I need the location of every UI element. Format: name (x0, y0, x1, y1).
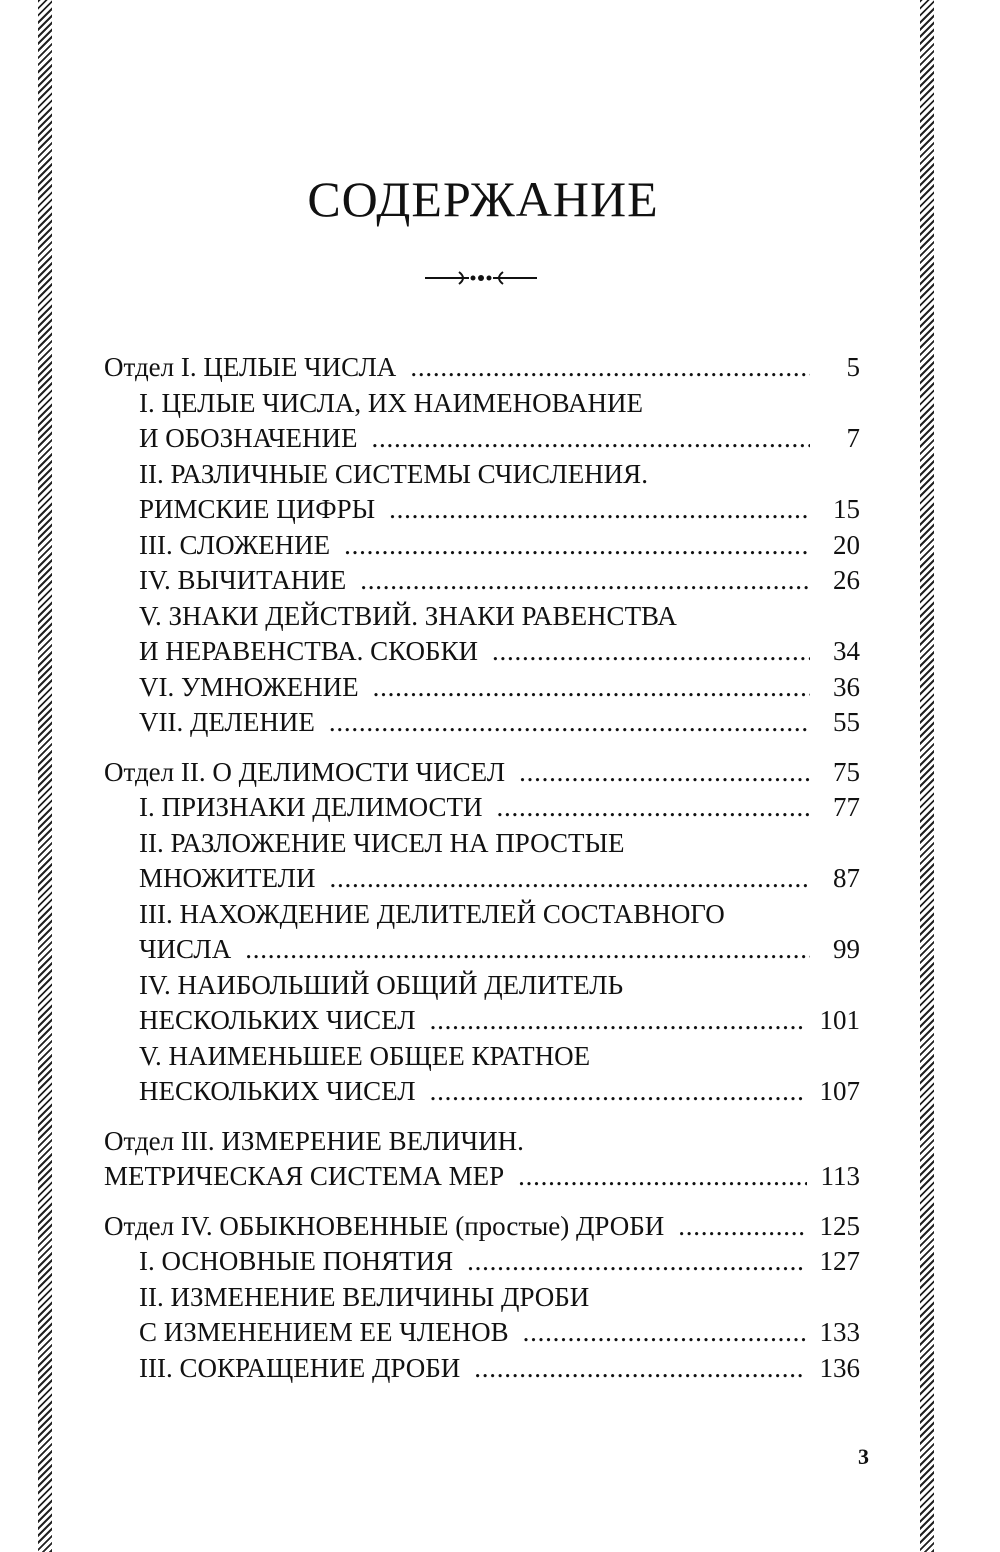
toc-entry[interactable] (104, 563, 860, 599)
toc-entry-label: III. СЛОЖЕНИЕ (139, 529, 331, 560)
dot-leader (373, 670, 810, 706)
page-number: 3 (858, 1444, 869, 1469)
right-border-ornament (920, 0, 934, 1552)
dot-leader (523, 1315, 806, 1351)
toc-entry-label: VII. ДЕЛЕНИЕ (139, 707, 315, 737)
toc-entry-label: И НЕРАВЕНСТВА. СКОБКИ (139, 636, 478, 666)
toc-entry-page: 125 (819, 1210, 860, 1241)
toc-entry-label: II. РАЗЛОЖЕНИЕ ЧИСЕЛ НА ПРОСТЫЕ (139, 827, 625, 858)
table-of-contents (104, 350, 860, 1400)
toc-entry-label: МЕТРИЧЕСКАЯ СИСТЕМА МЕР (104, 1161, 505, 1191)
dot-leader (344, 528, 810, 564)
toc-entry-label: VI. УМНОЖЕНИЕ (139, 671, 359, 702)
toc-entry-label: С ИЗМЕНЕНИЕМ ЕЕ ЧЛЕНОВ (139, 1317, 509, 1347)
toc-entry-page: 15 (833, 494, 860, 524)
toc-entry-label: Отдел II. О ДЕЛИМОСТИ ЧИСЕЛ (104, 756, 506, 787)
toc-entry[interactable] (104, 1351, 860, 1387)
toc-entry-label: V. ЗНАКИ ДЕЙСТВИЙ. ЗНАКИ РАВЕНСТВА (139, 600, 677, 631)
toc-entry-label: IV. ВЫЧИТАНИЕ (139, 565, 347, 595)
toc-entry-label: НЕСКОЛЬКИХ ЧИСЕЛ (139, 1076, 416, 1106)
toc-entry-label: V. НАИМЕНЬШЕЕ ОБЩЕЕ КРАТНОЕ (139, 1040, 591, 1071)
toc-entry-page: 34 (833, 636, 860, 666)
flourish-icon (423, 268, 539, 288)
toc-entry[interactable] (104, 1209, 860, 1245)
toc-entry[interactable] (104, 670, 860, 706)
dot-leader (518, 1159, 806, 1195)
dot-leader (467, 1244, 805, 1280)
toc-entry-label: III. СОКРАЩЕНИЕ ДРОБИ (139, 1352, 461, 1383)
toc-entry[interactable] (104, 968, 860, 1039)
toc-section-1 (104, 350, 860, 741)
toc-entry-label: РИМСКИЕ ЦИФРЫ (139, 494, 376, 524)
toc-entry-label: НЕСКОЛЬКИХ ЧИСЕЛ (139, 1005, 416, 1035)
toc-entry[interactable] (104, 790, 860, 826)
toc-entry[interactable] (104, 705, 860, 741)
dot-leader (430, 1003, 806, 1039)
toc-entry-page: 7 (846, 423, 860, 453)
toc-entry[interactable] (104, 826, 860, 897)
toc-entry-page: 5 (846, 352, 860, 382)
toc-entry[interactable] (104, 457, 860, 528)
toc-entry-page: 99 (833, 934, 860, 964)
dot-leader (245, 932, 810, 968)
dot-leader (678, 1209, 805, 1245)
dot-leader (474, 1351, 805, 1387)
toc-entry-page: 20 (833, 529, 860, 560)
toc-entry-page: 113 (820, 1161, 860, 1191)
dot-leader (430, 1074, 806, 1110)
toc-entry-label: III. НАХОЖДЕНИЕ ДЕЛИТЕЛЕЙ СОСТАВНОГО (139, 898, 725, 929)
toc-entry[interactable] (104, 599, 860, 670)
toc-entry-label: Отдел I. ЦЕЛЫЕ ЧИСЛА (104, 352, 397, 382)
toc-entry[interactable] (104, 897, 860, 968)
toc-entry-page: 101 (819, 1005, 860, 1035)
toc-entry-page: 133 (819, 1317, 860, 1347)
toc-entry-page: 55 (833, 707, 860, 737)
toc-entry[interactable] (104, 1280, 860, 1351)
toc-entry-label: I. ОСНОВНЫЕ ПОНЯТИЯ (139, 1246, 454, 1276)
dot-leader (410, 350, 810, 386)
toc-entry-label: Отдел III. ИЗМЕРЕНИЕ ВЕЛИЧИН. (104, 1125, 524, 1156)
dot-leader (389, 492, 810, 528)
dot-leader (372, 421, 810, 457)
toc-entry-label: II. ИЗМЕНЕНИЕ ВЕЛИЧИНЫ ДРОБИ (139, 1281, 590, 1312)
left-border-ornament (38, 0, 52, 1552)
dot-leader (497, 790, 811, 826)
toc-entry[interactable] (104, 528, 860, 564)
page-title: СОДЕРЖАНИЕ (307, 171, 659, 227)
toc-entry[interactable] (104, 350, 860, 386)
toc-entry-label: И ОБОЗНАЧЕНИЕ (139, 423, 358, 453)
toc-entry-label: ЧИСЛА (139, 934, 232, 964)
dot-leader (329, 861, 810, 897)
dot-leader (519, 755, 810, 791)
dot-leader (360, 563, 810, 599)
toc-entry-page: 127 (819, 1246, 860, 1276)
toc-entry-page: 87 (833, 863, 860, 893)
toc-section-4 (104, 1209, 860, 1387)
toc-section-2 (104, 755, 860, 1110)
toc-entry-page: 75 (833, 756, 860, 787)
toc-section-3 (104, 1124, 860, 1195)
toc-entry-label: I. ЦЕЛЫЕ ЧИСЛА, ИХ НАИМЕНОВАНИЕ (139, 387, 643, 418)
toc-entry-label: Отдел IV. ОБЫКНОВЕННЫЕ (простые) ДРОБИ (104, 1210, 665, 1241)
toc-entry-page: 36 (833, 671, 860, 702)
toc-entry-page: 77 (833, 792, 860, 822)
toc-entry[interactable] (104, 755, 860, 791)
dot-leader (492, 634, 810, 670)
toc-entry-label: IV. НАИБОЛЬШИЙ ОБЩИЙ ДЕЛИТЕЛЬ (139, 969, 624, 1000)
dot-leader (329, 705, 810, 741)
toc-entry-page: 107 (819, 1076, 860, 1106)
toc-entry-label: I. ПРИЗНАКИ ДЕЛИМОСТИ (139, 792, 483, 822)
toc-entry[interactable] (104, 1124, 860, 1195)
toc-entry[interactable] (104, 1039, 860, 1110)
toc-entry[interactable] (104, 386, 860, 457)
toc-entry-label: МНОЖИТЕЛИ (139, 863, 316, 893)
toc-entry[interactable] (104, 1244, 860, 1280)
toc-entry-label: II. РАЗЛИЧНЫЕ СИСТЕМЫ СЧИСЛЕНИЯ. (139, 458, 648, 489)
toc-entry-page: 26 (833, 565, 860, 595)
toc-entry-page: 136 (819, 1352, 860, 1383)
